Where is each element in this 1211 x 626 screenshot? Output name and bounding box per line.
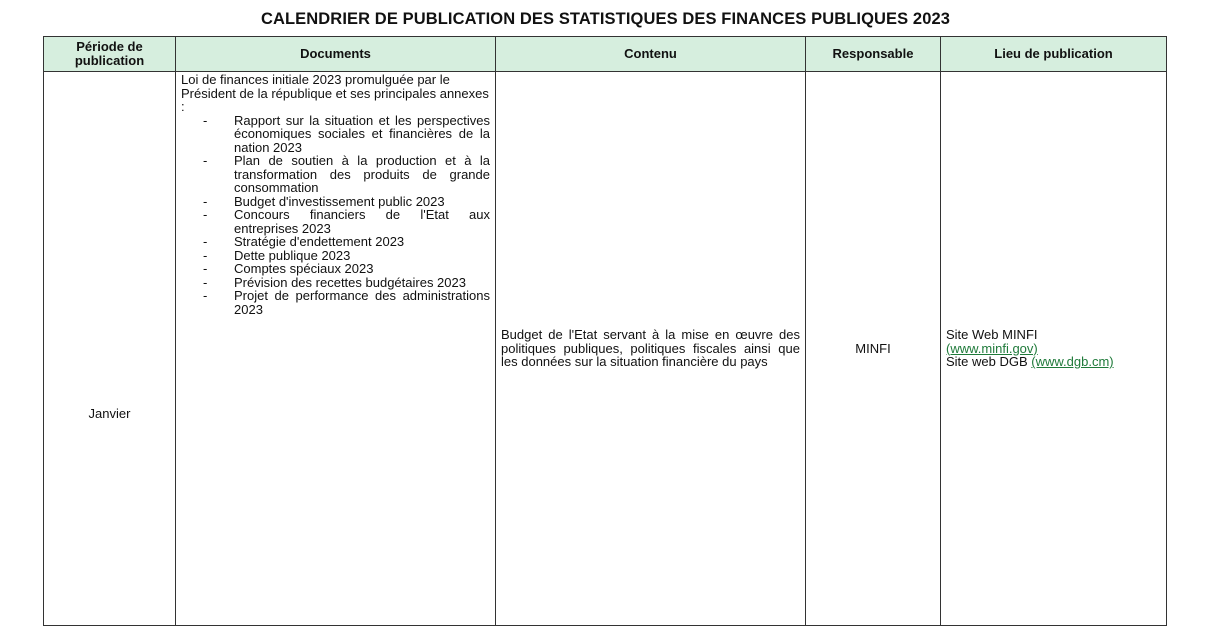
documents-intro: Loi de finances initiale 2023 promulguée par le Président de la république et ses principales annexes : <box>181 72 489 114</box>
list-dash-marker: - <box>203 247 208 263</box>
header-contenu: Contenu <box>496 37 806 72</box>
list-dash-marker: - <box>203 274 208 290</box>
document-list-item <box>203 195 490 209</box>
document-list-item <box>203 249 490 263</box>
lieu-dgb-label: Site web DGB <box>946 354 1028 370</box>
document-list-item <box>203 262 490 276</box>
document-item-text: Plan de soutien à la production et à la transformation des produits de grande consommation <box>234 153 490 195</box>
publication-calendar-table <box>43 36 1167 626</box>
cell-responsable: MINFI <box>806 72 941 626</box>
minfi-link[interactable]: (www.minfi.gov) <box>946 340 1038 356</box>
list-dash-marker: - <box>203 193 208 209</box>
lieu-line-1 <box>946 328 1161 355</box>
table-header-row <box>44 37 1167 72</box>
table-row <box>44 72 1167 626</box>
list-dash-marker: - <box>203 261 208 276</box>
document-item-text: Stratégie d'endettement 2023 <box>234 234 405 249</box>
list-dash-marker: - <box>203 288 208 303</box>
document-list-item <box>203 235 490 249</box>
documents-list <box>181 114 490 317</box>
header-documents: Documents <box>176 37 496 72</box>
document-list-item <box>203 276 490 290</box>
cell-documents <box>176 72 496 626</box>
lieu-line-2 <box>946 355 1161 369</box>
list-dash-marker: - <box>203 112 208 128</box>
cell-periode: Janvier <box>44 72 176 626</box>
header-responsable: Responsable <box>806 37 941 72</box>
document-list-item <box>203 114 490 155</box>
document-item-text: Rapport sur la situation et les perspectives économiques sociales et financières de la nation 2023 <box>234 112 490 155</box>
document-item-text: Budget d'investissement public 2023 <box>234 193 445 209</box>
document-list-item <box>203 289 490 316</box>
list-dash-marker: - <box>203 207 208 222</box>
header-lieu: Lieu de publication <box>941 37 1167 72</box>
header-periode: Période de publication <box>44 37 176 72</box>
document-item-text: Comptes spéciaux 2023 <box>234 261 374 276</box>
document-list-item <box>203 208 490 235</box>
document-list-item <box>203 154 490 195</box>
dgb-link[interactable]: (www.dgb.cm) <box>1031 354 1114 370</box>
list-dash-marker: - <box>203 153 208 168</box>
page-title: CALENDRIER DE PUBLICATION DES STATISTIQUES DES FINANCES PUBLIQUES 2023 <box>260 10 951 28</box>
document-item-text: Prévision des recettes budgétaires 2023 <box>234 274 466 290</box>
document-item-text: Projet de performance des administrations 2023 <box>234 288 490 317</box>
document-item-text: Concours financiers de l'Etat aux entreprises 2023 <box>234 207 490 236</box>
cell-lieu <box>941 72 1167 626</box>
list-dash-marker: - <box>203 234 208 249</box>
lieu-minfi-label: Site Web MINFI <box>946 327 1038 343</box>
cell-contenu: Budget de l'Etat servant à la mise en œuvre des politiques publiques, politiques fiscales ainsi que les données sur la situation financière du pays <box>496 72 806 626</box>
document-item-text: Dette publique 2023 <box>234 247 351 263</box>
